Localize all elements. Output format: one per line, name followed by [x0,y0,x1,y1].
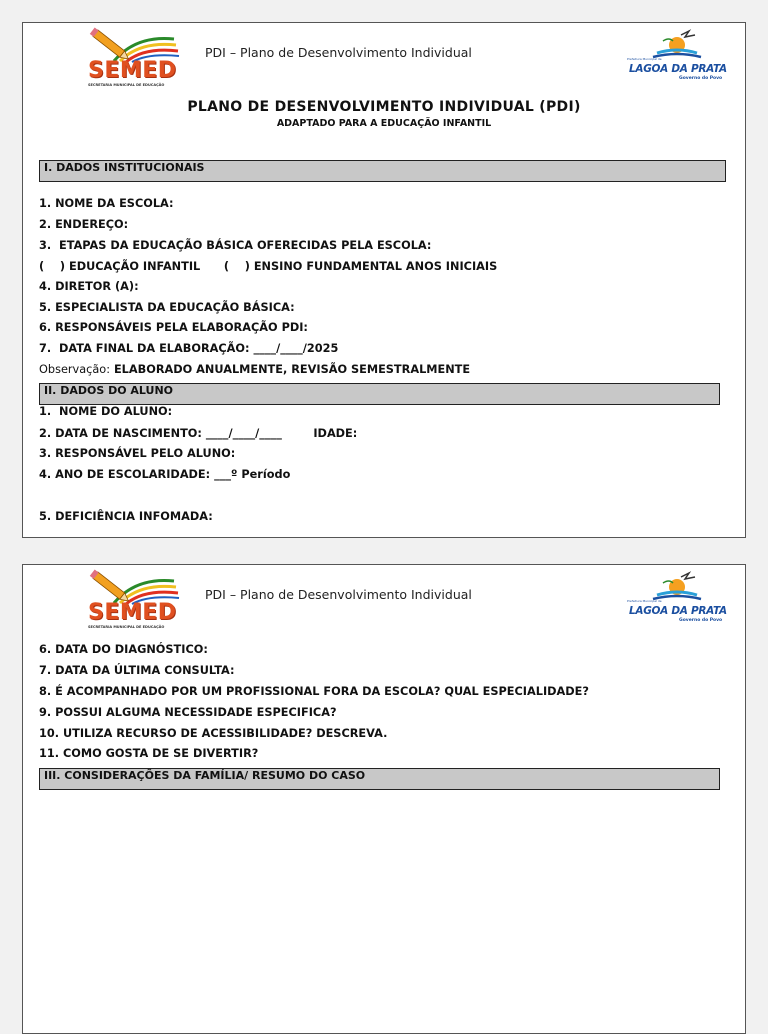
header-title: PDI – Plano de Desenvolvimento Individual [205,45,472,60]
field-ano-escolaridade: 4. ANO DE ESCOLARIDADE: ___º Período [39,468,291,481]
semed-logo [86,25,182,89]
semed-logo-subtext: SECRETARIA MUNICIPAL DE EDUCAÇÃO [88,83,165,87]
lagoa-governo-text: Governo do Povo [679,76,723,81]
field-endereco: 2. ENDEREÇO: [39,218,129,231]
field-responsaveis: 6. RESPONSÁVEIS PELA ELABORAÇÃO PDI: [39,321,308,334]
document-title: PLANO DE DESENVOLVIMENTO INDIVIDUAL (PDI) [187,99,581,115]
observacao-label: Observação: [39,363,111,376]
field-etapas-options: ( ) EDUCAÇÃO INFANTIL ( ) ENSINO FUNDAMENTAL ANOS INICIAIS [39,260,498,273]
semed-logo [86,567,182,631]
field-data-nascimento: 2. DATA DE NASCIMENTO: ____/____/____ IDADE: [39,427,358,440]
section-header-consideracoes-familia: III. CONSIDERAÇÕES DA FAMÍLIA/ RESUMO DO CASO [39,768,720,790]
field-etapas: 3. ETAPAS DA EDUCAÇÃO BÁSICA OFERECIDAS PELA ESCOLA: [39,239,432,252]
document-subtitle: ADAPTADO PARA A EDUCAÇÃO INFANTIL [276,118,492,129]
lagoa-da-prata-logo [623,27,731,85]
field-nome-aluno: 1. NOME DO ALUNO: [39,405,173,418]
field-como-gosta-divertir: 11. COMO GOSTA DE SE DIVERTIR? [39,747,259,760]
field-data-final: 7. DATA FINAL DA ELABORAÇÃO: ____/____/2025 [39,342,339,355]
sun-bird-icon [623,27,731,61]
field-acompanhamento-profissional: 8. É ACOMPANHADO POR UM PROFISSIONAL FORA DA ESCOLA? QUAL ESPECIALIDADE? [39,685,589,698]
lagoa-logo-text: LAGOA DA PRATA [629,605,727,617]
observacao-text: ELABORADO ANUALMENTE, REVISÃO SEMESTRALMENTE [110,363,471,376]
document-page-1 [22,22,746,538]
semed-logo-text: SEMED [88,600,177,625]
lagoa-prefeitura-text: Prefeitura Municipal de [627,599,662,603]
field-necessidade-especifica: 9. POSSUI ALGUMA NECESSIDADE ESPECIFICA? [39,706,337,719]
sun-bird-icon [623,569,731,603]
lagoa-governo-text: Governo do Povo [679,618,723,623]
field-diretor: 4. DIRETOR (A): [39,280,139,293]
semed-logo-text: SEMED [88,58,177,83]
field-responsavel-aluno: 3. RESPONSÁVEL PELO ALUNO: [39,447,236,460]
section-header-institucionais: I. DADOS INSTITUCIONAIS [39,160,726,182]
field-data-diagnostico: 6. DATA DO DIAGNÓSTICO: [39,643,208,656]
field-deficiencia: 5. DEFICIÊNCIA INFOMADA: [39,510,213,523]
document-page-2 [22,564,746,1034]
field-nome-escola: 1. NOME DA ESCOLA: [39,197,174,210]
section-header-dados-aluno: II. DADOS DO ALUNO [39,383,720,405]
observacao-line [39,363,470,377]
lagoa-prefeitura-text: Prefeitura Municipal de [627,57,662,61]
lagoa-da-prata-logo [623,569,731,627]
lagoa-logo-text: LAGOA DA PRATA [629,63,727,75]
field-recurso-acessibilidade: 10. UTILIZA RECURSO DE ACESSIBILIDADE? DESCREVA. [39,727,388,740]
semed-logo-subtext: SECRETARIA MUNICIPAL DE EDUCAÇÃO [88,625,165,629]
field-especialista: 5. ESPECIALISTA DA EDUCAÇÃO BÁSICA: [39,301,295,314]
field-data-ultima-consulta: 7. DATA DA ÚLTIMA CONSULTA: [39,664,235,677]
header-title: PDI – Plano de Desenvolvimento Individual [205,587,472,602]
